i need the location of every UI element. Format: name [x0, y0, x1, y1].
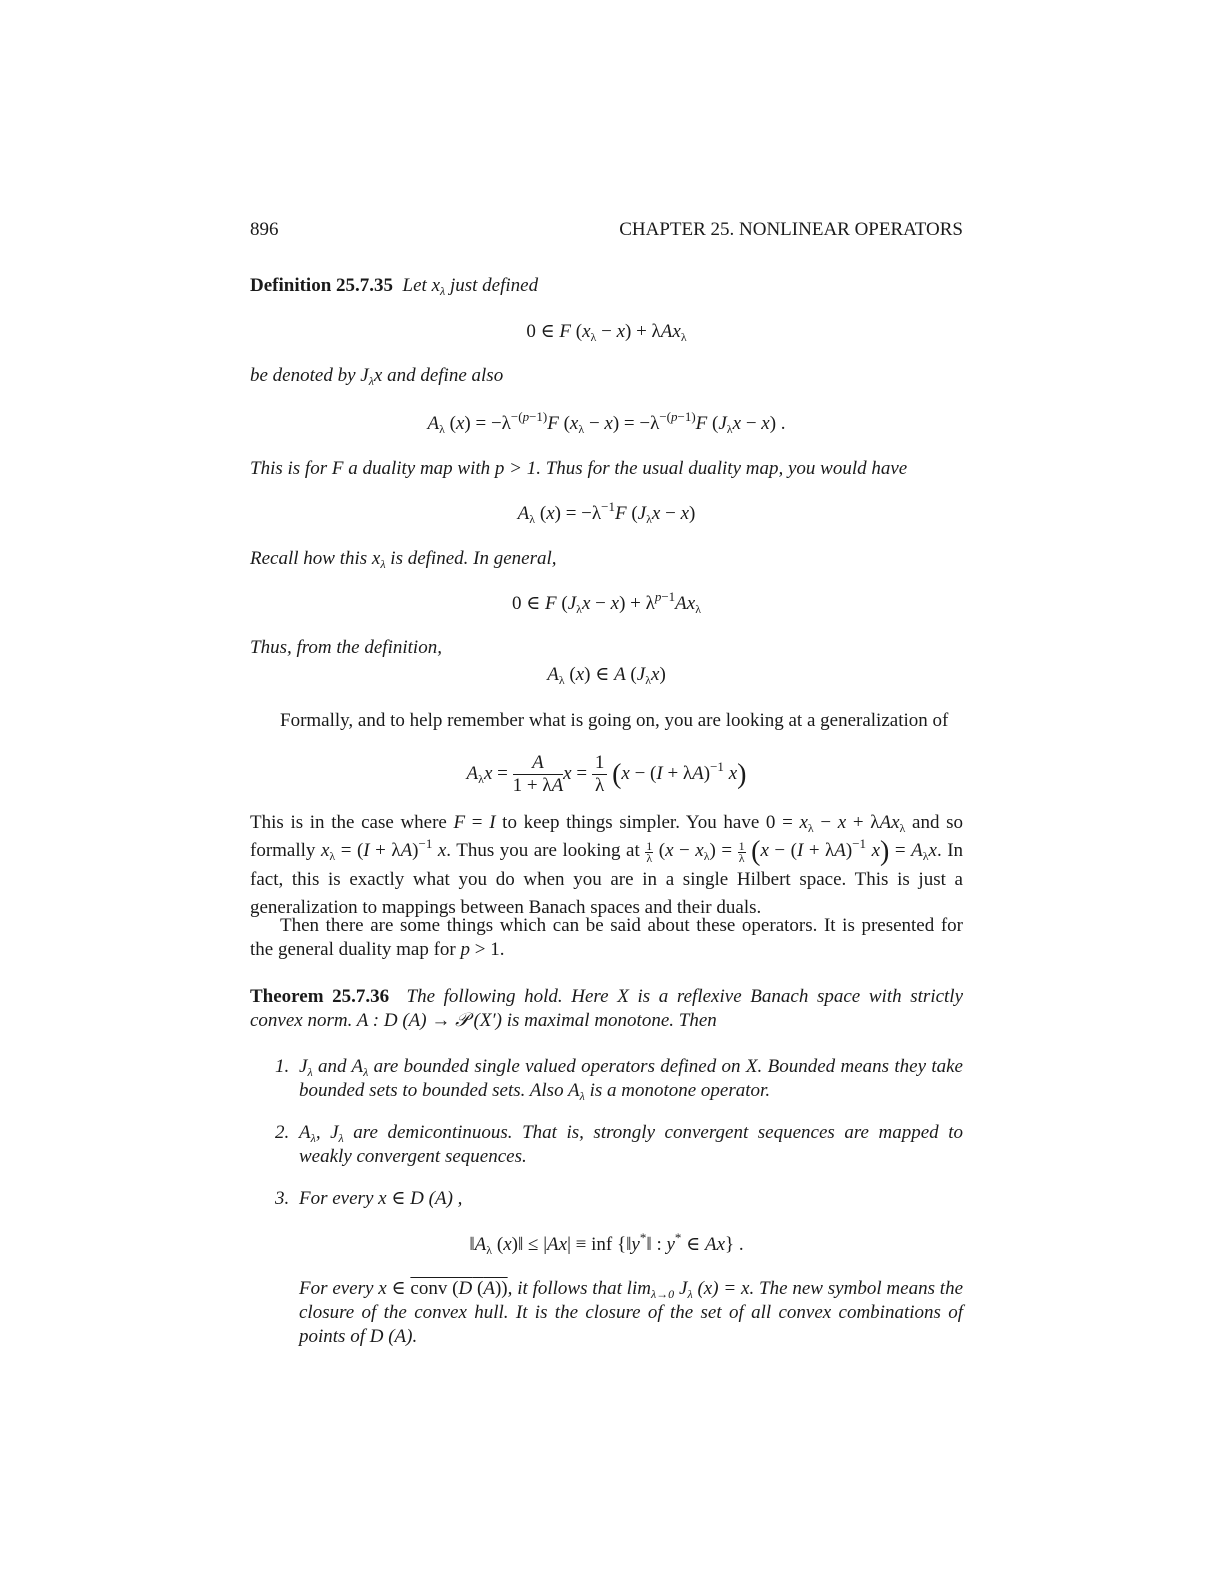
definition-line-3: This is for F a duality map with p > 1. Thus for the usual duality map, you would have — [250, 458, 908, 479]
definition-heading — [250, 274, 963, 298]
running-header — [250, 218, 963, 242]
body-paragraph-3: Then there are some things which can be said about these operators. It is presented for the general duality map for p > 1. — [250, 915, 963, 960]
item-text: $J_\lambda$ and $A_\lambda$ are bounded single valued operators defined on X. Bounded means they take bounded sets to bounded sets. Also $A_\lambda$ is a monotone operator. — [299, 1056, 963, 1103]
equation-1: 0 ∈ F $(x_\lambda - x) + \lambda Ax_\lambda$ — [526, 321, 687, 344]
running-title: CHAPTER 25. NONLINEAR OPERATORS — [619, 219, 963, 240]
equation-6: $A_\lambda x$ = $\frac{A}{1 + \lambda A}$ x = $\frac{1}{\lambda}$ ($x - (I + \lambda A)^{-1}$ x) — [466, 752, 747, 796]
item-text: For every x ∈ D (A) , — [299, 1188, 463, 1209]
definition-intro: Let $x_\lambda$ just defined — [402, 275, 539, 298]
definition-label: Definition 25.7.35 — [250, 275, 394, 296]
equation-3: $A_\lambda$ $(x) = -\lambda^{-1}F$ $(J_\lambda x - x)$ — [517, 499, 696, 526]
item-number: 3. — [275, 1188, 290, 1209]
item-number: 2. — [275, 1122, 290, 1143]
item-number: 1. — [275, 1056, 290, 1077]
page-number: 896 — [250, 219, 279, 240]
body-paragraph-2: This is in the case where F = I to keep things simpler. You have $0 = x_\lambda - x + \lambda Ax_\lambda$ and so formally $x_\lambda = (I + \lambda A)^{-1}$ x. Thus you are looking at $\frac{1}{\lambda}$ $(x - x_\lambda)$ = $\frac{1}{\lambda}$ ($x - (I + \lambda A)^{-1}$ $x) = A_\lambda x$. In fact, this is exactly what you do when you are in a single Hilbert space. This is just a generalization to mappings between Banach spaces and their duals. — [250, 812, 964, 918]
theorem-closing: For every x ∈ conv (D (A)), it follows that $\lim_{\lambda\to 0} J_\lambda$ (x) = x. The new symbol means the closure of the convex hull. It is the closure of the set of all convex combinations of points of D (A). — [299, 1278, 963, 1347]
body-paragraph-1: Formally, and to help remember what is going on, you are looking at a generalization of — [280, 710, 949, 731]
item-text: $A_\lambda$, $J_\lambda$ are demicontinuous. That is, strongly convergent sequences are mapped to weakly convergent sequences. — [299, 1122, 963, 1167]
equation-2: $A_\lambda$ $(x) = -\lambda^{-(p-1)}F$ $(x_\lambda - x) = -\lambda^{-(p-1)}F$ $(J_\lambda x - x)$ . — [427, 409, 786, 436]
equation-7: $‖A_\lambda$ (x)‖ ≤ |Ax| ≡ inf {‖y*‖ : y* ∈ Ax} . — [469, 1230, 744, 1257]
definition-line-5: Thus, from the definition, — [250, 637, 442, 658]
equation-5: $A_\lambda$ (x) ∈ A $(J_\lambda x)$ — [547, 664, 666, 687]
definition-line-4: Recall how this $x_\lambda$ is defined. In general, — [250, 548, 557, 571]
theorem-statement: Theorem 25.7.36 The following hold. Here X is a reflexive Banach space with strictly convex norm. A : D (A) → 𝒫 (X′) is maximal monotone. Then — [250, 986, 964, 1031]
theorem-label: Theorem 25.7.36 — [250, 986, 390, 1007]
definition-line-2: be denoted by $J_\lambda x$ and define also — [250, 365, 504, 388]
equation-4: 0 ∈ F $(J_\lambda x - x) + \lambda^{p-1}Ax_\lambda$ — [511, 589, 702, 616]
